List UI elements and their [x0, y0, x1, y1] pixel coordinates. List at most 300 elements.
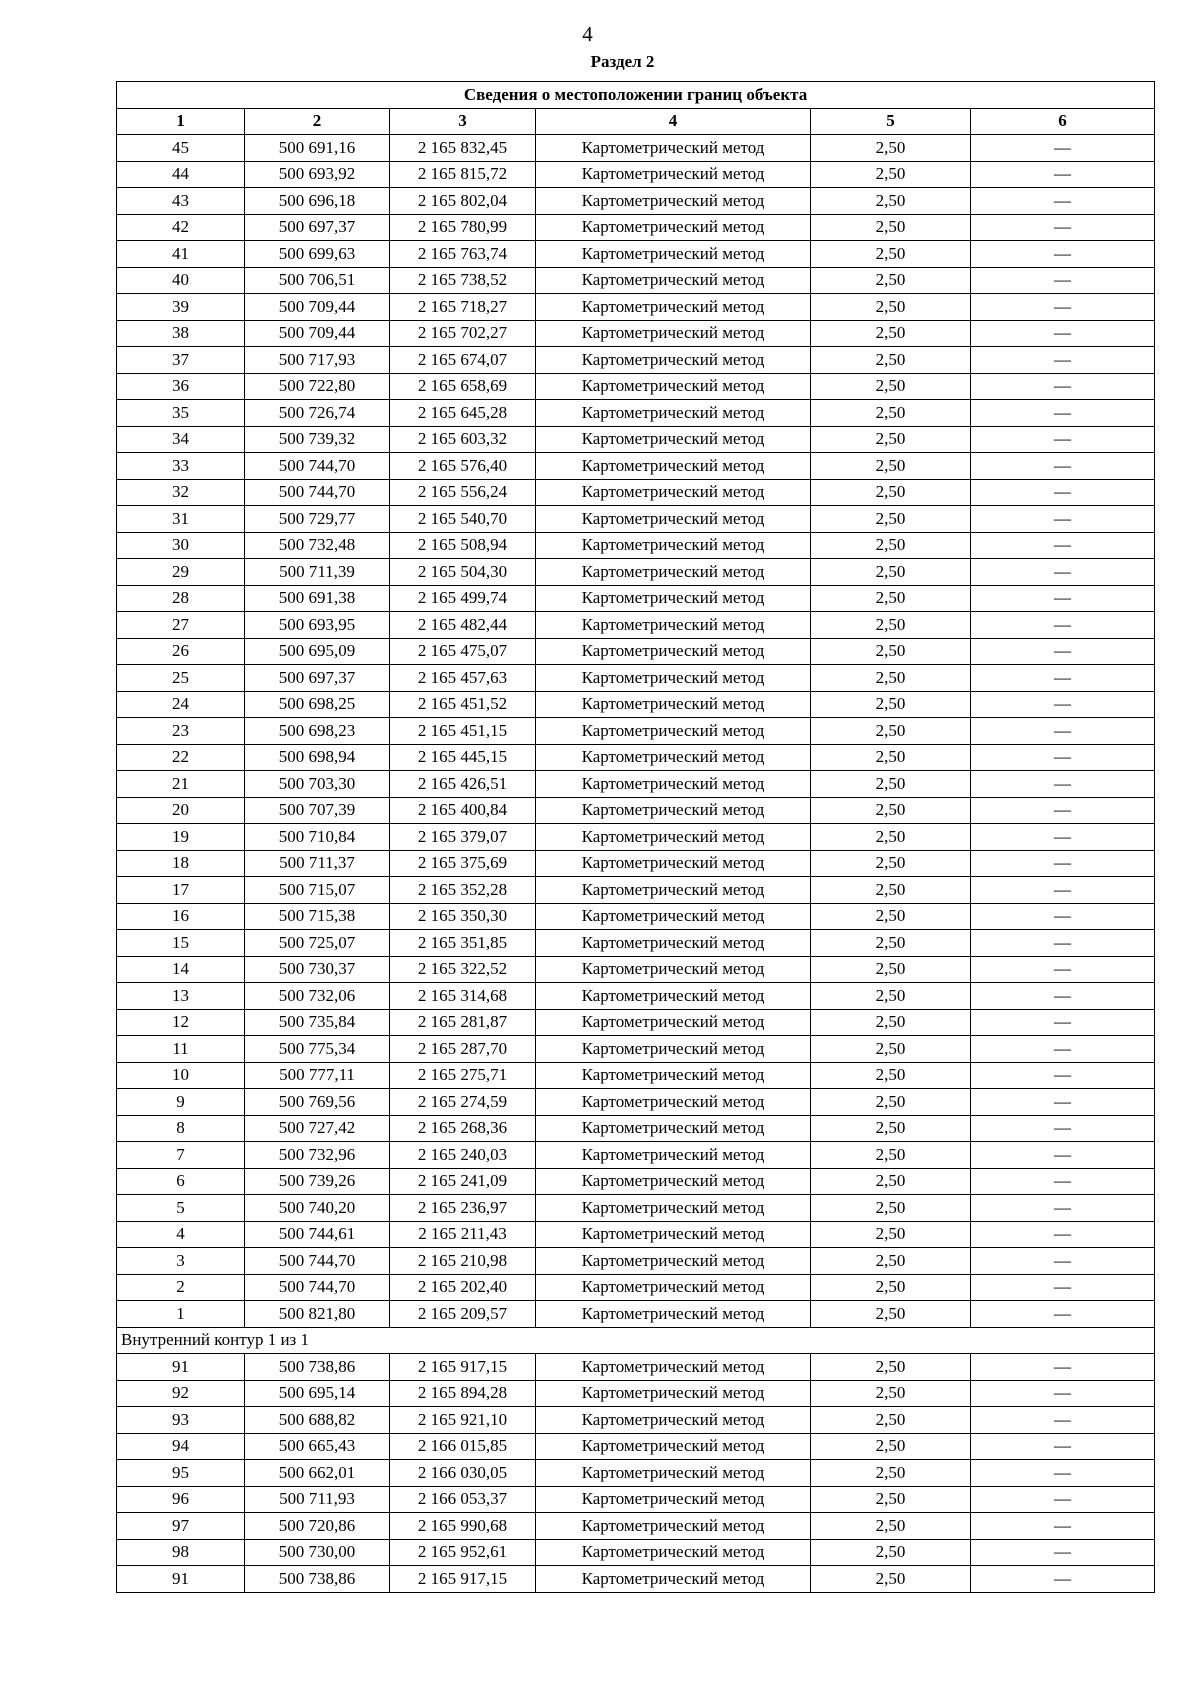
table-cell: Картометрический метод: [536, 930, 811, 957]
table-cell: 2,50: [811, 877, 971, 904]
table-cell: 2,50: [811, 691, 971, 718]
table-cell: 2,50: [811, 1539, 971, 1566]
table-row: [117, 400, 1155, 427]
table-cell: 2 165 508,94: [390, 532, 536, 559]
table-row: [117, 1433, 1155, 1460]
table-row: [117, 877, 1155, 904]
table-cell: 8: [117, 1115, 245, 1142]
inner-contour-heading-row: [117, 1327, 1155, 1354]
table-cell: 20: [117, 797, 245, 824]
table-cell: 39: [117, 294, 245, 321]
table-row: [117, 665, 1155, 692]
table-cell: —: [971, 188, 1155, 215]
column-header-row: [117, 108, 1155, 135]
table-cell: —: [971, 744, 1155, 771]
table-cell: —: [971, 1433, 1155, 1460]
table-cell: Картометрический метод: [536, 426, 811, 453]
table-cell: 2,50: [811, 797, 971, 824]
table-cell: 2 166 015,85: [390, 1433, 536, 1460]
table-cell: —: [971, 161, 1155, 188]
table-cell: 2,50: [811, 1354, 971, 1381]
table-cell: 2 165 482,44: [390, 612, 536, 639]
table-cell: Картометрический метод: [536, 718, 811, 745]
table-cell: —: [971, 1354, 1155, 1381]
table-cell: 2 165 445,15: [390, 744, 536, 771]
table-cell: 2,50: [811, 400, 971, 427]
table-cell: 500 697,37: [245, 665, 390, 692]
table-cell: Картометрический метод: [536, 453, 811, 480]
table-cell: Картометрический метод: [536, 241, 811, 268]
table-cell: —: [971, 1566, 1155, 1593]
table-row: [117, 956, 1155, 983]
table-cell: Картометрический метод: [536, 638, 811, 665]
table-cell: 2 165 738,52: [390, 267, 536, 294]
table-cell: 4: [117, 1221, 245, 1248]
table-cell: 2,50: [811, 320, 971, 347]
table-cell: 2 165 451,52: [390, 691, 536, 718]
table-cell: —: [971, 665, 1155, 692]
table-row: [117, 532, 1155, 559]
table-cell: —: [971, 214, 1155, 241]
column-header: 1: [117, 108, 245, 135]
table-row: [117, 1407, 1155, 1434]
table-cell: 98: [117, 1539, 245, 1566]
table-cell: 2 165 603,32: [390, 426, 536, 453]
table-cell: 2 165 375,69: [390, 850, 536, 877]
table-cell: 2 165 240,03: [390, 1142, 536, 1169]
table-cell: 2 165 576,40: [390, 453, 536, 480]
table-cell: Картометрический метод: [536, 1221, 811, 1248]
table-cell: 2 165 210,98: [390, 1248, 536, 1275]
table-cell: 2,50: [811, 1248, 971, 1275]
table-cell: 21: [117, 771, 245, 798]
table-cell: 10: [117, 1062, 245, 1089]
table-cell: 2 165 475,07: [390, 638, 536, 665]
inner-contour-rows: [117, 1354, 1155, 1593]
table-cell: —: [971, 1168, 1155, 1195]
table-cell: —: [971, 373, 1155, 400]
table-cell: —: [971, 347, 1155, 374]
table-cell: 2,50: [811, 1195, 971, 1222]
table-row: [117, 824, 1155, 851]
table-cell: 500 744,70: [245, 453, 390, 480]
inner-contour-heading: Внутренний контур 1 из 1: [117, 1327, 1155, 1354]
table-cell: 2,50: [811, 850, 971, 877]
table-cell: 2,50: [811, 1566, 971, 1593]
table-cell: —: [971, 718, 1155, 745]
table-row: [117, 771, 1155, 798]
table-caption: Сведения о местоположении границ объекта: [117, 82, 1155, 109]
table-cell: 2 165 350,30: [390, 903, 536, 930]
table-cell: 500 706,51: [245, 267, 390, 294]
table-cell: —: [971, 506, 1155, 533]
table-cell: 500 691,16: [245, 135, 390, 162]
table-cell: Картометрический метод: [536, 824, 811, 851]
table-cell: —: [971, 267, 1155, 294]
table-cell: 2 165 236,97: [390, 1195, 536, 1222]
table-cell: —: [971, 1062, 1155, 1089]
table-row: [117, 294, 1155, 321]
table-cell: 36: [117, 373, 245, 400]
table-cell: 500 691,38: [245, 585, 390, 612]
table-cell: 2,50: [811, 188, 971, 215]
table-cell: 2 165 556,24: [390, 479, 536, 506]
table-cell: —: [971, 320, 1155, 347]
table-row: [117, 1566, 1155, 1593]
table-cell: 40: [117, 267, 245, 294]
table-cell: —: [971, 585, 1155, 612]
table-cell: 500 730,37: [245, 956, 390, 983]
table-cell: 1: [117, 1301, 245, 1328]
table-cell: Картометрический метод: [536, 135, 811, 162]
table-cell: 26: [117, 638, 245, 665]
table-cell: 500 777,11: [245, 1062, 390, 1089]
table-cell: 500 725,07: [245, 930, 390, 957]
table-cell: —: [971, 400, 1155, 427]
column-header: 4: [536, 108, 811, 135]
table-cell: Картометрический метод: [536, 1539, 811, 1566]
table-row: [117, 1115, 1155, 1142]
table-cell: Картометрический метод: [536, 744, 811, 771]
table-caption-row: [117, 82, 1155, 109]
table-cell: 2,50: [811, 744, 971, 771]
table-cell: 500 697,37: [245, 214, 390, 241]
table-cell: 2 165 451,15: [390, 718, 536, 745]
table-cell: Картометрический метод: [536, 1566, 811, 1593]
table-cell: Картометрический метод: [536, 1009, 811, 1036]
table-cell: 500 744,61: [245, 1221, 390, 1248]
table-cell: 2,50: [811, 1142, 971, 1169]
table-cell: 42: [117, 214, 245, 241]
table-cell: —: [971, 1486, 1155, 1513]
table-cell: Картометрический метод: [536, 1354, 811, 1381]
table-cell: 2 165 400,84: [390, 797, 536, 824]
table-cell: —: [971, 241, 1155, 268]
table-cell: 2 165 457,63: [390, 665, 536, 692]
table-cell: 500 735,84: [245, 1009, 390, 1036]
table-cell: —: [971, 1221, 1155, 1248]
table-cell: 2 165 322,52: [390, 956, 536, 983]
table-row: [117, 691, 1155, 718]
table-cell: 2 165 351,85: [390, 930, 536, 957]
table-row: [117, 506, 1155, 533]
table-cell: 500 738,86: [245, 1354, 390, 1381]
table-cell: —: [971, 797, 1155, 824]
table-cell: —: [971, 824, 1155, 851]
table-cell: 500 703,30: [245, 771, 390, 798]
table-row: [117, 1142, 1155, 1169]
table-cell: Картометрический метод: [536, 559, 811, 586]
table-cell: 2,50: [811, 559, 971, 586]
table-cell: —: [971, 691, 1155, 718]
table-row: [117, 983, 1155, 1010]
table-cell: 500 695,09: [245, 638, 390, 665]
table-row: [117, 1486, 1155, 1513]
table-cell: 23: [117, 718, 245, 745]
table-cell: 500 717,93: [245, 347, 390, 374]
table-cell: —: [971, 903, 1155, 930]
table-cell: 2,50: [811, 1433, 971, 1460]
table-cell: 500 695,14: [245, 1380, 390, 1407]
table-cell: —: [971, 1460, 1155, 1487]
table-row: [117, 903, 1155, 930]
table-cell: Картометрический метод: [536, 294, 811, 321]
table-cell: Картометрический метод: [536, 532, 811, 559]
table-cell: Картометрический метод: [536, 956, 811, 983]
table-cell: 6: [117, 1168, 245, 1195]
column-header: 5: [811, 108, 971, 135]
table-row: [117, 267, 1155, 294]
table-cell: 2 165 379,07: [390, 824, 536, 851]
table-cell: 2,50: [811, 1274, 971, 1301]
table-cell: Картометрический метод: [536, 903, 811, 930]
table-cell: 500 715,38: [245, 903, 390, 930]
table-row: [117, 1195, 1155, 1222]
table-cell: 2,50: [811, 1380, 971, 1407]
table-cell: 2,50: [811, 426, 971, 453]
table-cell: 2,50: [811, 638, 971, 665]
table-row: [117, 744, 1155, 771]
table-cell: 15: [117, 930, 245, 957]
table-cell: Картометрический метод: [536, 1407, 811, 1434]
table-cell: 2,50: [811, 347, 971, 374]
table-cell: 500 698,25: [245, 691, 390, 718]
table-cell: 500 730,00: [245, 1539, 390, 1566]
table-cell: 2,50: [811, 161, 971, 188]
table-cell: 25: [117, 665, 245, 692]
inner-contour-heading-group: [117, 1327, 1155, 1354]
table-row: [117, 1513, 1155, 1540]
table-cell: Картометрический метод: [536, 1301, 811, 1328]
table-cell: 16: [117, 903, 245, 930]
boundary-table: [116, 81, 1155, 1593]
table-cell: Картометрический метод: [536, 1089, 811, 1116]
table-cell: 2 165 763,74: [390, 241, 536, 268]
column-header: 3: [390, 108, 536, 135]
table-cell: 2 165 718,27: [390, 294, 536, 321]
table-cell: 2,50: [811, 1115, 971, 1142]
table-cell: 2,50: [811, 1168, 971, 1195]
table-cell: 18: [117, 850, 245, 877]
table-row: [117, 1062, 1155, 1089]
table-cell: Картометрический метод: [536, 1062, 811, 1089]
table-cell: —: [971, 1248, 1155, 1275]
table-cell: 500 744,70: [245, 1248, 390, 1275]
table-cell: 500 726,74: [245, 400, 390, 427]
table-cell: 3: [117, 1248, 245, 1275]
table-cell: 2 165 815,72: [390, 161, 536, 188]
table-cell: 500 722,80: [245, 373, 390, 400]
table-cell: 38: [117, 320, 245, 347]
table-cell: 500 744,70: [245, 1274, 390, 1301]
table-cell: Картометрический метод: [536, 1142, 811, 1169]
table-cell: —: [971, 930, 1155, 957]
table-cell: 13: [117, 983, 245, 1010]
table-cell: Картометрический метод: [536, 1274, 811, 1301]
table-cell: Картометрический метод: [536, 161, 811, 188]
table-cell: Картометрический метод: [536, 1195, 811, 1222]
table-cell: 500 720,86: [245, 1513, 390, 1540]
table-cell: 2,50: [811, 1036, 971, 1063]
column-header: 2: [245, 108, 390, 135]
table-cell: 2 165 780,99: [390, 214, 536, 241]
table-cell: 2,50: [811, 612, 971, 639]
table-cell: 2 165 314,68: [390, 983, 536, 1010]
table-row: [117, 1539, 1155, 1566]
table-cell: 2,50: [811, 956, 971, 983]
table-cell: 33: [117, 453, 245, 480]
table-cell: 500 732,06: [245, 983, 390, 1010]
table-row: [117, 135, 1155, 162]
table-row: [117, 426, 1155, 453]
table-cell: —: [971, 771, 1155, 798]
page-number: 4: [582, 22, 593, 46]
table-cell: —: [971, 850, 1155, 877]
table-cell: 43: [117, 188, 245, 215]
table-cell: 2,50: [811, 214, 971, 241]
table-cell: 2,50: [811, 453, 971, 480]
table-cell: —: [971, 1380, 1155, 1407]
table-cell: 2 165 674,07: [390, 347, 536, 374]
table-cell: 96: [117, 1486, 245, 1513]
table-cell: Картометрический метод: [536, 214, 811, 241]
table-cell: 31: [117, 506, 245, 533]
table-cell: Картометрический метод: [536, 479, 811, 506]
table-cell: —: [971, 1036, 1155, 1063]
table-cell: 500 729,77: [245, 506, 390, 533]
table-cell: 2,50: [811, 241, 971, 268]
table-cell: 91: [117, 1354, 245, 1381]
table-cell: —: [971, 612, 1155, 639]
table-cell: 2,50: [811, 824, 971, 851]
table-cell: 24: [117, 691, 245, 718]
table-cell: Картометрический метод: [536, 1036, 811, 1063]
table-row: [117, 1354, 1155, 1381]
table-row: [117, 161, 1155, 188]
table-row: [117, 1036, 1155, 1063]
table-cell: 500 739,32: [245, 426, 390, 453]
table-cell: 500 693,95: [245, 612, 390, 639]
table-row: [117, 612, 1155, 639]
table-cell: 2 165 990,68: [390, 1513, 536, 1540]
table-cell: —: [971, 956, 1155, 983]
table-cell: 12: [117, 1009, 245, 1036]
table-cell: 500 738,86: [245, 1566, 390, 1593]
table-cell: 92: [117, 1380, 245, 1407]
table-cell: 2,50: [811, 585, 971, 612]
table-cell: —: [971, 1009, 1155, 1036]
table-cell: —: [971, 426, 1155, 453]
table-cell: 500 732,48: [245, 532, 390, 559]
table-cell: —: [971, 1195, 1155, 1222]
table-cell: 19: [117, 824, 245, 851]
table-row: [117, 638, 1155, 665]
table-cell: 22: [117, 744, 245, 771]
column-header: 6: [971, 108, 1155, 135]
table-cell: Картометрический метод: [536, 1460, 811, 1487]
table-cell: 2 165 917,15: [390, 1566, 536, 1593]
table-cell: 2 166 053,37: [390, 1486, 536, 1513]
table-row: [117, 453, 1155, 480]
table-row: [117, 1009, 1155, 1036]
table-cell: Картометрический метод: [536, 665, 811, 692]
table-cell: 2 165 802,04: [390, 188, 536, 215]
table-cell: 2 166 030,05: [390, 1460, 536, 1487]
table-cell: 500 709,44: [245, 320, 390, 347]
table-cell: 29: [117, 559, 245, 586]
table-cell: 2,50: [811, 1460, 971, 1487]
table-cell: 500 696,18: [245, 188, 390, 215]
table-cell: 2 165 894,28: [390, 1380, 536, 1407]
table-cell: 2,50: [811, 267, 971, 294]
table-cell: 2 165 504,30: [390, 559, 536, 586]
table-row: [117, 850, 1155, 877]
table-cell: 500 769,56: [245, 1089, 390, 1116]
table-cell: 2 165 268,36: [390, 1115, 536, 1142]
table-cell: 93: [117, 1407, 245, 1434]
table-cell: 2,50: [811, 294, 971, 321]
table-cell: Картометрический метод: [536, 347, 811, 374]
table-cell: 45: [117, 135, 245, 162]
table-cell: 2,50: [811, 1407, 971, 1434]
table-cell: 2,50: [811, 665, 971, 692]
table-cell: 500 775,34: [245, 1036, 390, 1063]
table-cell: 500 710,84: [245, 824, 390, 851]
table-cell: Картометрический метод: [536, 691, 811, 718]
table-cell: Картометрический метод: [536, 188, 811, 215]
table-cell: Картометрический метод: [536, 1380, 811, 1407]
table-cell: 11: [117, 1036, 245, 1063]
table-cell: 500 707,39: [245, 797, 390, 824]
table-cell: 2,50: [811, 903, 971, 930]
table-cell: 500 711,93: [245, 1486, 390, 1513]
table-row: [117, 1089, 1155, 1116]
table-cell: 2,50: [811, 1089, 971, 1116]
table-cell: 2,50: [811, 1062, 971, 1089]
table-cell: 2 165 426,51: [390, 771, 536, 798]
table-cell: Картометрический метод: [536, 1248, 811, 1275]
table-cell: Картометрический метод: [536, 373, 811, 400]
table-cell: 9: [117, 1089, 245, 1116]
table-cell: 2 165 211,43: [390, 1221, 536, 1248]
table-cell: 2,50: [811, 771, 971, 798]
table-cell: 2,50: [811, 1221, 971, 1248]
table-cell: —: [971, 294, 1155, 321]
table-cell: 30: [117, 532, 245, 559]
table-cell: 2,50: [811, 1513, 971, 1540]
table-row: [117, 718, 1155, 745]
table-cell: 500 698,94: [245, 744, 390, 771]
table-cell: 500 711,39: [245, 559, 390, 586]
table-row: [117, 347, 1155, 374]
table-cell: 2 165 702,27: [390, 320, 536, 347]
table-cell: Картометрический метод: [536, 771, 811, 798]
table-cell: 2 165 274,59: [390, 1089, 536, 1116]
table-cell: 44: [117, 161, 245, 188]
table-cell: 500 688,82: [245, 1407, 390, 1434]
table-cell: 2 165 499,74: [390, 585, 536, 612]
table-cell: 2 165 352,28: [390, 877, 536, 904]
table-cell: —: [971, 1274, 1155, 1301]
table-cell: —: [971, 1407, 1155, 1434]
table-cell: 41: [117, 241, 245, 268]
table-cell: 2: [117, 1274, 245, 1301]
table-cell: 27: [117, 612, 245, 639]
table-cell: —: [971, 1089, 1155, 1116]
table-cell: Картометрический метод: [536, 797, 811, 824]
table-cell: 2 165 832,45: [390, 135, 536, 162]
table-cell: —: [971, 479, 1155, 506]
